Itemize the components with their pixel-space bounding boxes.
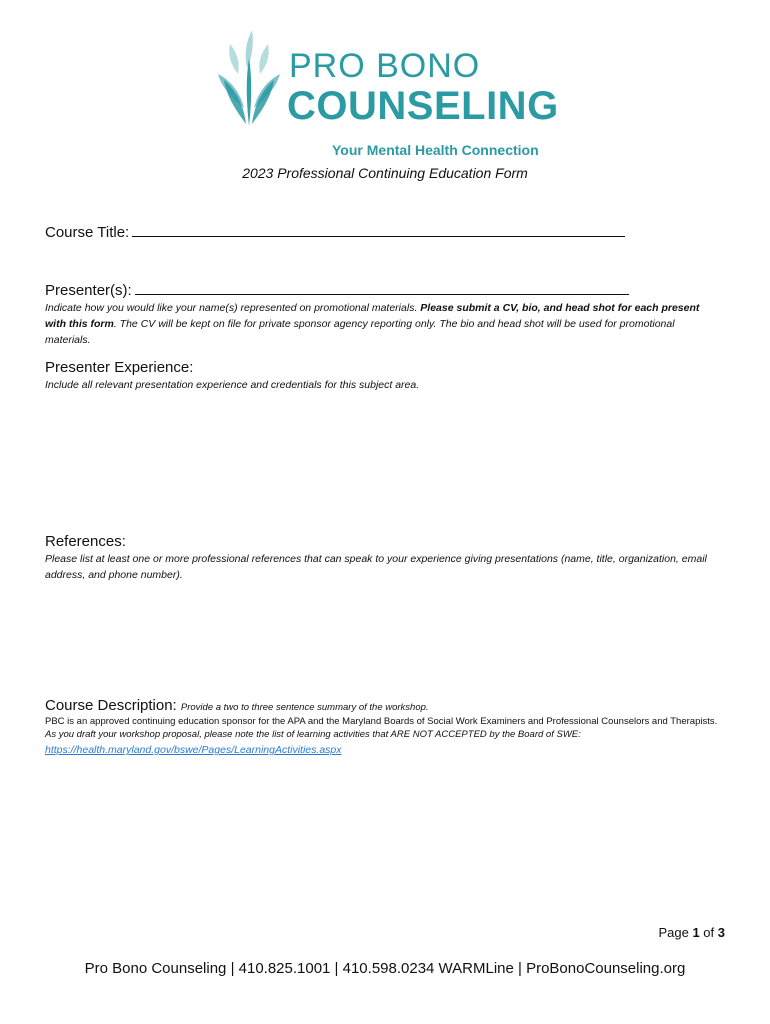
course-title-field — [45, 224, 625, 241]
footer-contact: Pro Bono Counseling | 410.825.1001 | 410.598.0234 WARMLine | ProBonoCounseling.org — [84, 960, 686, 977]
experience-heading: Presenter Experience: — [45, 359, 194, 376]
brand-tagline: Your Mental Health Connection — [332, 142, 539, 158]
presenters-note-bold: Please submit a CV, bio, and head shot for each present with this form — [45, 302, 700, 330]
presenters-note-text-2: . The CV will be kept on file for private sponsor agency reporting only. The bio and head shot will be used for promotional materials. — [45, 318, 675, 346]
page-total: 3 — [717, 925, 725, 940]
learning-activities-link[interactable]: https://health.maryland.gov/bswe/Pages/LearningActivities.aspx — [45, 744, 342, 756]
brand-name-line-2: COUNSELING — [287, 84, 559, 128]
presenters-input-line[interactable] — [135, 282, 629, 295]
course-title-label: Course Title: — [45, 224, 130, 241]
experience-note: Include all relevant presentation experience and credentials for this subject area. — [45, 379, 420, 391]
draft-note: As you draft your workshop proposal, please note the list of learning activities that ARE NOT ACCEPTED by the Board of SWE: — [45, 729, 581, 740]
page-of: of — [703, 925, 715, 940]
references-note: Please list at least one or more professional references that can speak to your experience giving presentations (name, title, organization, email address, and phone number). — [45, 553, 707, 581]
learning-activities-link-wrap — [45, 740, 342, 758]
presenters-note — [45, 300, 717, 348]
presenters-field — [45, 282, 629, 299]
description-inline-note: Provide a two to three sentence summary of the workshop. — [180, 702, 429, 713]
course-title-input-line[interactable] — [132, 224, 625, 237]
sponsor-note — [45, 715, 720, 741]
description-heading-text: Course Description: — [45, 697, 177, 714]
leaf-logo-icon — [216, 28, 282, 128]
sponsor-text: PBC is an approved continuing education sponsor for the APA and the Maryland Boards of Social Work Examiners and Professional Counselors and Therapists. — [45, 716, 718, 727]
page-prefix: Page — [658, 925, 689, 940]
references-heading: References: — [45, 533, 126, 550]
logo — [216, 28, 559, 162]
page-current: 1 — [692, 925, 700, 940]
brand-name-line-1: PRO BONO — [289, 47, 481, 85]
page-number — [658, 925, 725, 940]
form-title: 2023 Professional Continuing Education Form — [242, 165, 528, 181]
presenters-note-text: Indicate how you would like your name(s) represented on promotional materials. — [45, 302, 421, 314]
presenters-label: Presenter(s): — [45, 282, 132, 299]
description-heading — [45, 697, 429, 714]
